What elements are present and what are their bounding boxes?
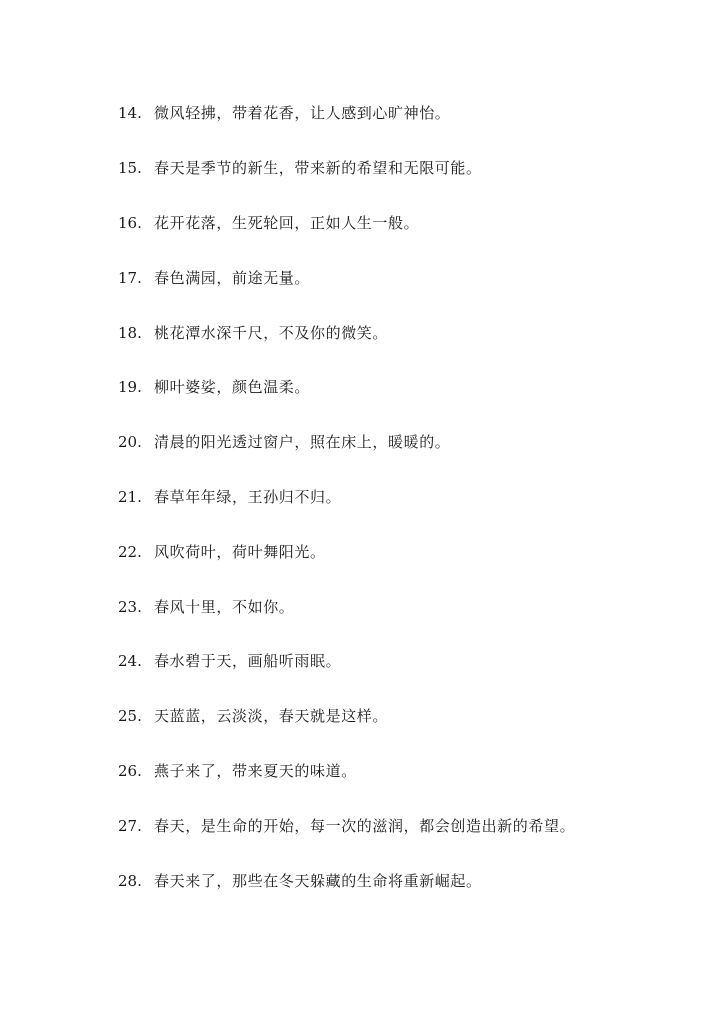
list-item xyxy=(118,634,698,689)
item-text: 风吹荷叶，荷叶舞阳光。 xyxy=(154,542,326,561)
list-item xyxy=(118,853,698,908)
list-item xyxy=(118,415,698,470)
item-text: 桃花潭水深千尺，不及你的微笑。 xyxy=(154,323,389,342)
item-text: 天蓝蓝，云淡淡，春天就是这样。 xyxy=(154,707,389,726)
item-text: 燕子来了，带来夏天的味道。 xyxy=(154,761,357,780)
list-item xyxy=(118,798,698,853)
item-text: 春水碧于天，画船听雨眠。 xyxy=(154,652,342,671)
numbered-list xyxy=(118,86,698,908)
item-number: 26. xyxy=(118,761,142,780)
item-number: 16. xyxy=(118,213,142,232)
list-item xyxy=(118,579,698,634)
list-item xyxy=(118,689,698,744)
item-number: 25. xyxy=(118,707,142,726)
item-text: 春天是季节的新生，带来新的希望和无限可能。 xyxy=(154,159,482,178)
item-number: 15. xyxy=(118,159,142,178)
item-text: 春风十里，不如你。 xyxy=(154,597,295,616)
item-text: 春草年年绿，王孙归不归。 xyxy=(154,487,342,506)
list-item xyxy=(118,524,698,579)
item-number: 17. xyxy=(118,268,142,287)
list-item xyxy=(118,250,698,305)
list-item xyxy=(118,86,698,141)
item-number: 23. xyxy=(118,597,142,616)
item-text: 春天，是生命的开始，每一次的滋润，都会创造出新的希望。 xyxy=(154,816,576,835)
item-text: 春天来了，那些在冬天躲藏的生命将重新崛起。 xyxy=(154,871,482,890)
list-item xyxy=(118,470,698,525)
list-item xyxy=(118,744,698,799)
item-text: 花开花落，生死轮回，正如人生一般。 xyxy=(154,213,420,232)
item-text: 微风轻拂，带着花香，让人感到心旷神怡。 xyxy=(154,104,451,123)
item-number: 20. xyxy=(118,433,142,452)
list-item xyxy=(118,360,698,415)
item-text: 柳叶婆娑，颜色温柔。 xyxy=(154,378,311,397)
list-item xyxy=(118,141,698,196)
item-number: 27. xyxy=(118,816,142,835)
item-number: 28. xyxy=(118,871,142,890)
item-number: 22. xyxy=(118,542,142,561)
list-item xyxy=(118,305,698,360)
item-number: 18. xyxy=(118,323,142,342)
item-text: 清晨的阳光透过窗户，照在床上，暖暖的。 xyxy=(154,433,451,452)
item-number: 21. xyxy=(118,487,142,506)
item-text: 春色满园，前途无量。 xyxy=(154,268,311,287)
item-number: 19. xyxy=(118,378,142,397)
item-number: 14. xyxy=(118,104,142,123)
item-number: 24. xyxy=(118,652,142,671)
list-item xyxy=(118,196,698,251)
